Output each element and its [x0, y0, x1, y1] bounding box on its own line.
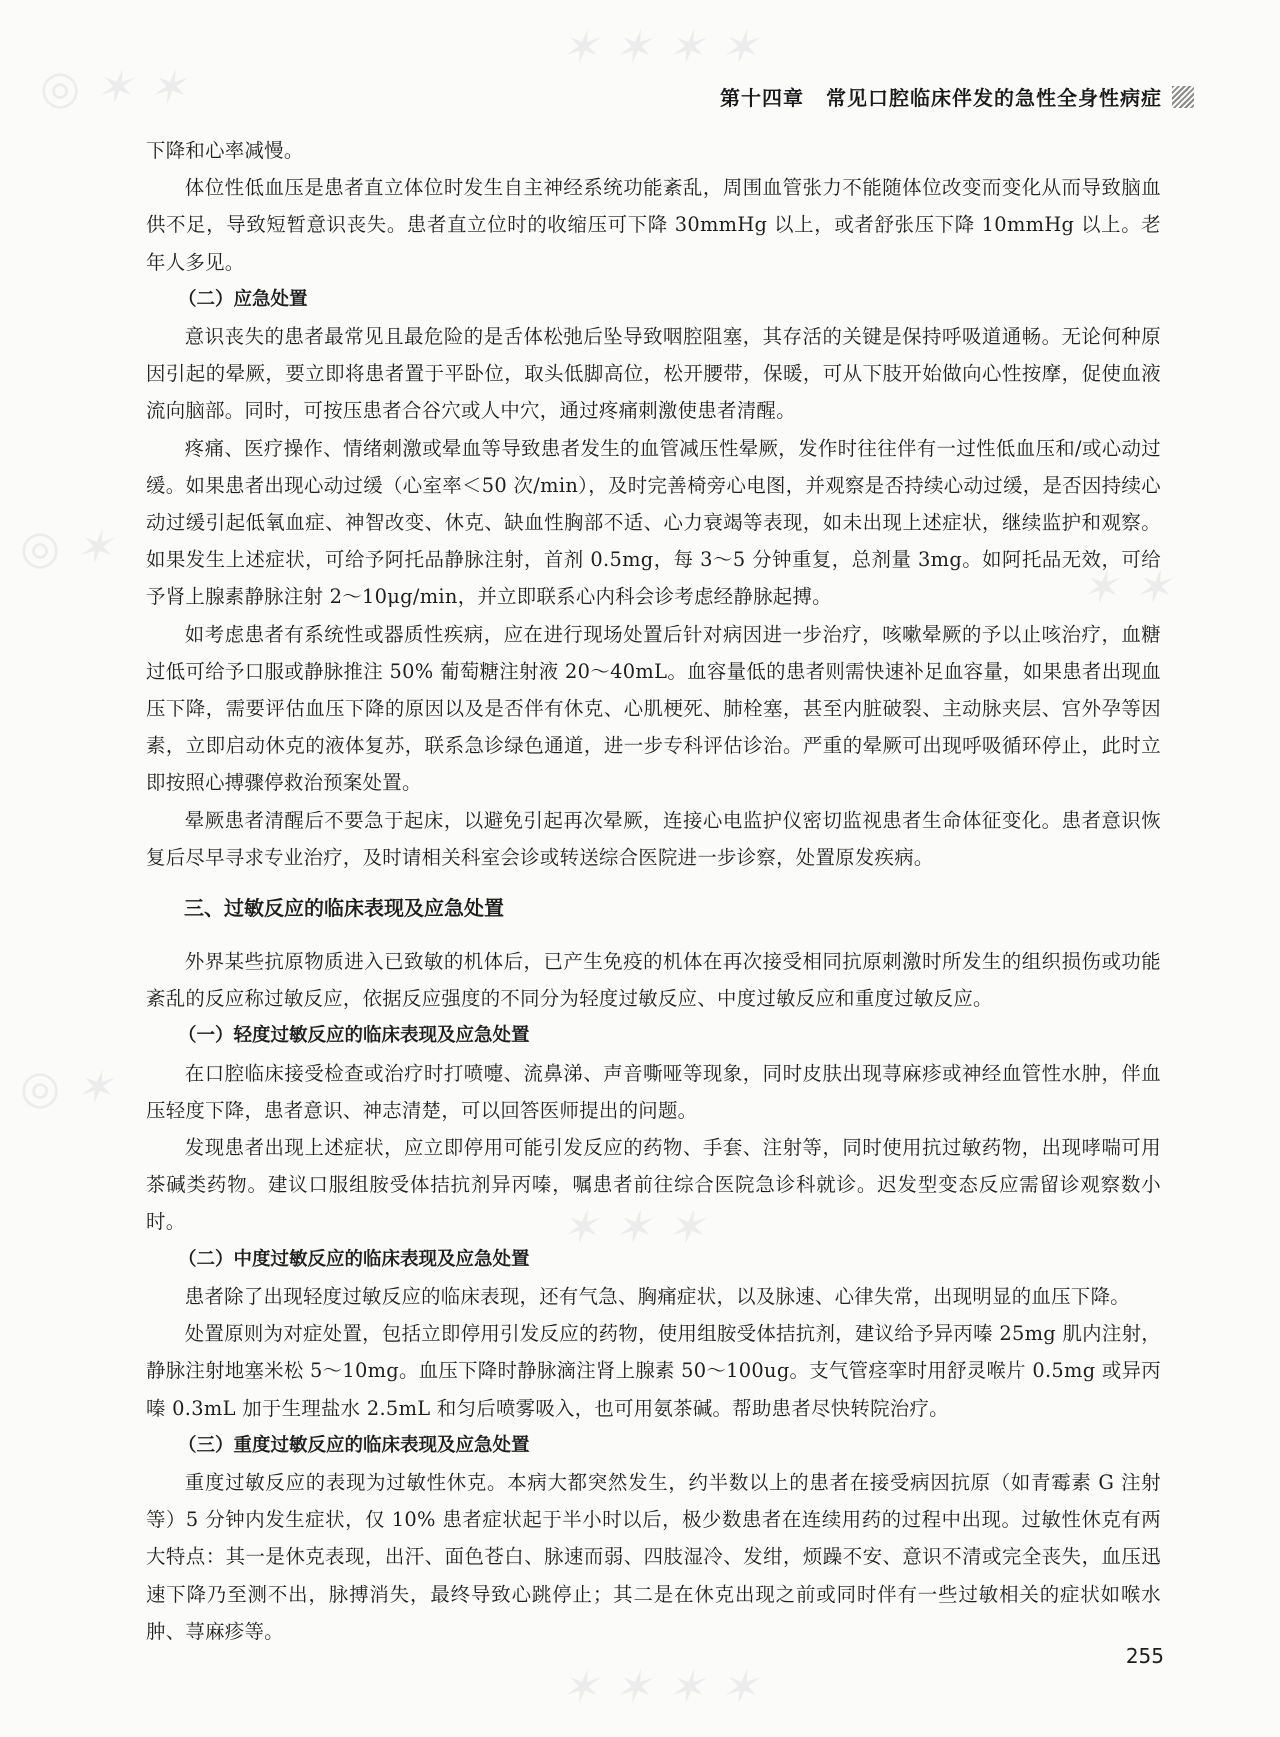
paragraph: 患者除了出现轻度过敏反应的临床表现，还有气急、胸痛症状，以及脉速、心律失常，出现明显的血压下降。	[184, 1284, 1130, 1308]
paragraph: 处置原则为对症处置，包括立即停用引发反应的药物，使用组胺受体拮抗剂，建议给予异丙嗪 25mg 肌内注射，静脉注射地塞米松 5～10mg。血压下降时静脉滴注肾上腺素 50～100ug。支气管痉挛时用舒灵喉片 0.5mg 或异丙嗪 0.3mL 加于生理盐水 2.5mL 和匀后喷雾吸入，也可用氨茶碱。帮助患者尽快转院治疗。	[146, 1322, 1161, 1420]
subheading: （一）轻度过敏反应的临床表现及应急处置	[178, 1025, 530, 1047]
paragraph: 发现患者出现上述症状，应立即停用可能引发反应的药物、手套、注射等，同时使用抗过敏药物，出现哮喘可用茶碱类药物。建议口服组胺受体拮抗剂异丙嗪，嘱患者前往综合医院急诊科就诊。迟发型变态反应需留诊观察数小时。	[146, 1136, 1161, 1234]
paragraph: 在口腔临床接受检查或治疗时打喷嚏、流鼻涕、声音嘶哑等现象，同时皮肤出现荨麻疹或神经血管性水肿，伴血压轻度下降，患者意识、神志清楚，可以回答医师提出的问题。	[146, 1061, 1161, 1122]
watermark: ✶ ✶	[1080, 560, 1172, 614]
paragraph: 体位性低血压是患者直立体位时发生自主神经系统功能紊乱，周围血管张力不能随体位改变而变化从而导致脑血供不足，导致短暂意识丧失。患者直立位时的收缩压可下降 30mmHg 以上，或者舒张压下降 10mmHg 以上。老年人多见。	[146, 176, 1161, 274]
page-number: 255	[1125, 1644, 1164, 1668]
watermark: ◎ ✶ ✶	[40, 60, 187, 114]
header-title	[720, 82, 1162, 111]
chapter-title: 常见口腔临床伴发的急性全身性病症	[826, 86, 1162, 110]
paragraph: 外界某些抗原物质进入已致敏的机体后，已产生免疫的机体在再次接受相同抗原刺激时所发生的组织损伤或功能紊乱的反应称过敏反应，依据反应强度的不同分为轻度过敏反应、中度过敏反应和重度过敏反应。	[146, 950, 1161, 1011]
watermark: ◎ ✶	[20, 1060, 114, 1114]
running-header	[720, 82, 1194, 111]
paragraph: 重度过敏反应的表现为过敏性休克。本病大都突然发生，约半数以上的患者在接受病因抗原（如青霉素 G 注射等）5 分钟内发生症状，仅 10% 患者症状起于半小时以后，极少数患者在连续用药的过程中出现。过敏性休克有两大特点：其一是休克表现，出汗、面色苍白、脉速而弱、四肢湿冷、发绀，烦躁不安、意识不清或完全丧失，血压迅速下降乃至测不出，脉搏消失，最终导致心跳停止；其二是在休克出现之前或同时伴有一些过敏相关的症状如喉水肿、荨麻疹等。	[146, 1470, 1161, 1643]
paragraph: 疼痛、医疗操作、情绪刺激或晕血等导致患者发生的血管减压性晕厥，发作时往往伴有一过性低血压和/或心动过缓。如果患者出现心动过缓（心室率＜50 次/min），及时完善椅旁心电图，并观察是否持续心动过缓，是否因持续心动过缓引起低氧血症、神智改变、休克、缺血性胸部不适、心力衰竭等表现，如未出现上述症状，继续监护和观察。如果发生上述症状，可给予阿托品静脉注射，首剂 0.5mg，每 3～5 分钟重复，总剂量 3mg。如阿托品无效，可给予肾上腺素静脉注射 2～10μg/min，并立即联系心内科会诊考虑经静脉起搏。	[146, 436, 1161, 609]
paragraph: 晕厥患者清醒后不要急于起床，以避免引起再次晕厥，连接心电监护仪密切监视患者生命体征变化。患者意识恢复后尽早寻求专业治疗，及时请相关科室会诊或转送综合医院进一步诊察，处置原发疾病。	[146, 808, 1161, 869]
paragraph: 如考虑患者有系统性或器质性疾病，应在进行现场处置后针对病因进一步治疗，咳嗽晕厥的予以止咳治疗，血糖过低可给予口服或静脉推注 50% 葡萄糖注射液 20～40mL。血容量低的患者则需快速补足血容量，如果患者出现血压下降，需要评估血压下降的原因以及是否伴有休克、心肌梗死、肺栓塞，甚至内脏破裂、主动脉夹层、宫外孕等因素，立即启动休克的液体复苏，联系急诊绿色通道，进一步专科评估诊治。严重的晕厥可出现呼吸循环停止，此时立即按照心搏骤停救治预案处置。	[146, 622, 1161, 795]
hatched-block-icon	[1172, 86, 1194, 108]
section-heading: 三、过敏反应的临床表现及应急处置	[184, 896, 504, 921]
subheading: （二）中度过敏反应的临床表现及应急处置	[178, 1248, 530, 1270]
watermark: ✶ ✶ ✶	[560, 1200, 705, 1254]
subheading: （三）重度过敏反应的临床表现及应急处置	[178, 1434, 530, 1456]
watermark: ◎ ✶	[20, 520, 114, 574]
watermark: ✶ ✶ ✶ ✶	[560, 1660, 759, 1714]
paragraph: 意识丧失的患者最常见且最危险的是舌体松弛后坠导致咽腔阻塞，其存活的关键是保持呼吸道通畅。无论何种原因引起的晕厥，要立即将患者置于平卧位，取头低脚高位，松开腰带，保暖，可从下肢开始做向心性按摩，促使血液流向脑部。同时，可按压患者合谷穴或人中穴，通过疼痛刺激使患者清醒。	[146, 325, 1161, 423]
chapter-label: 第十四章	[720, 86, 804, 110]
watermark: ✶ ✶ ✶ ✶	[560, 20, 759, 74]
body-text	[146, 132, 1161, 1650]
paragraph: 下降和心率减慢。	[146, 139, 304, 162]
subheading: （二）应急处置	[178, 288, 308, 310]
